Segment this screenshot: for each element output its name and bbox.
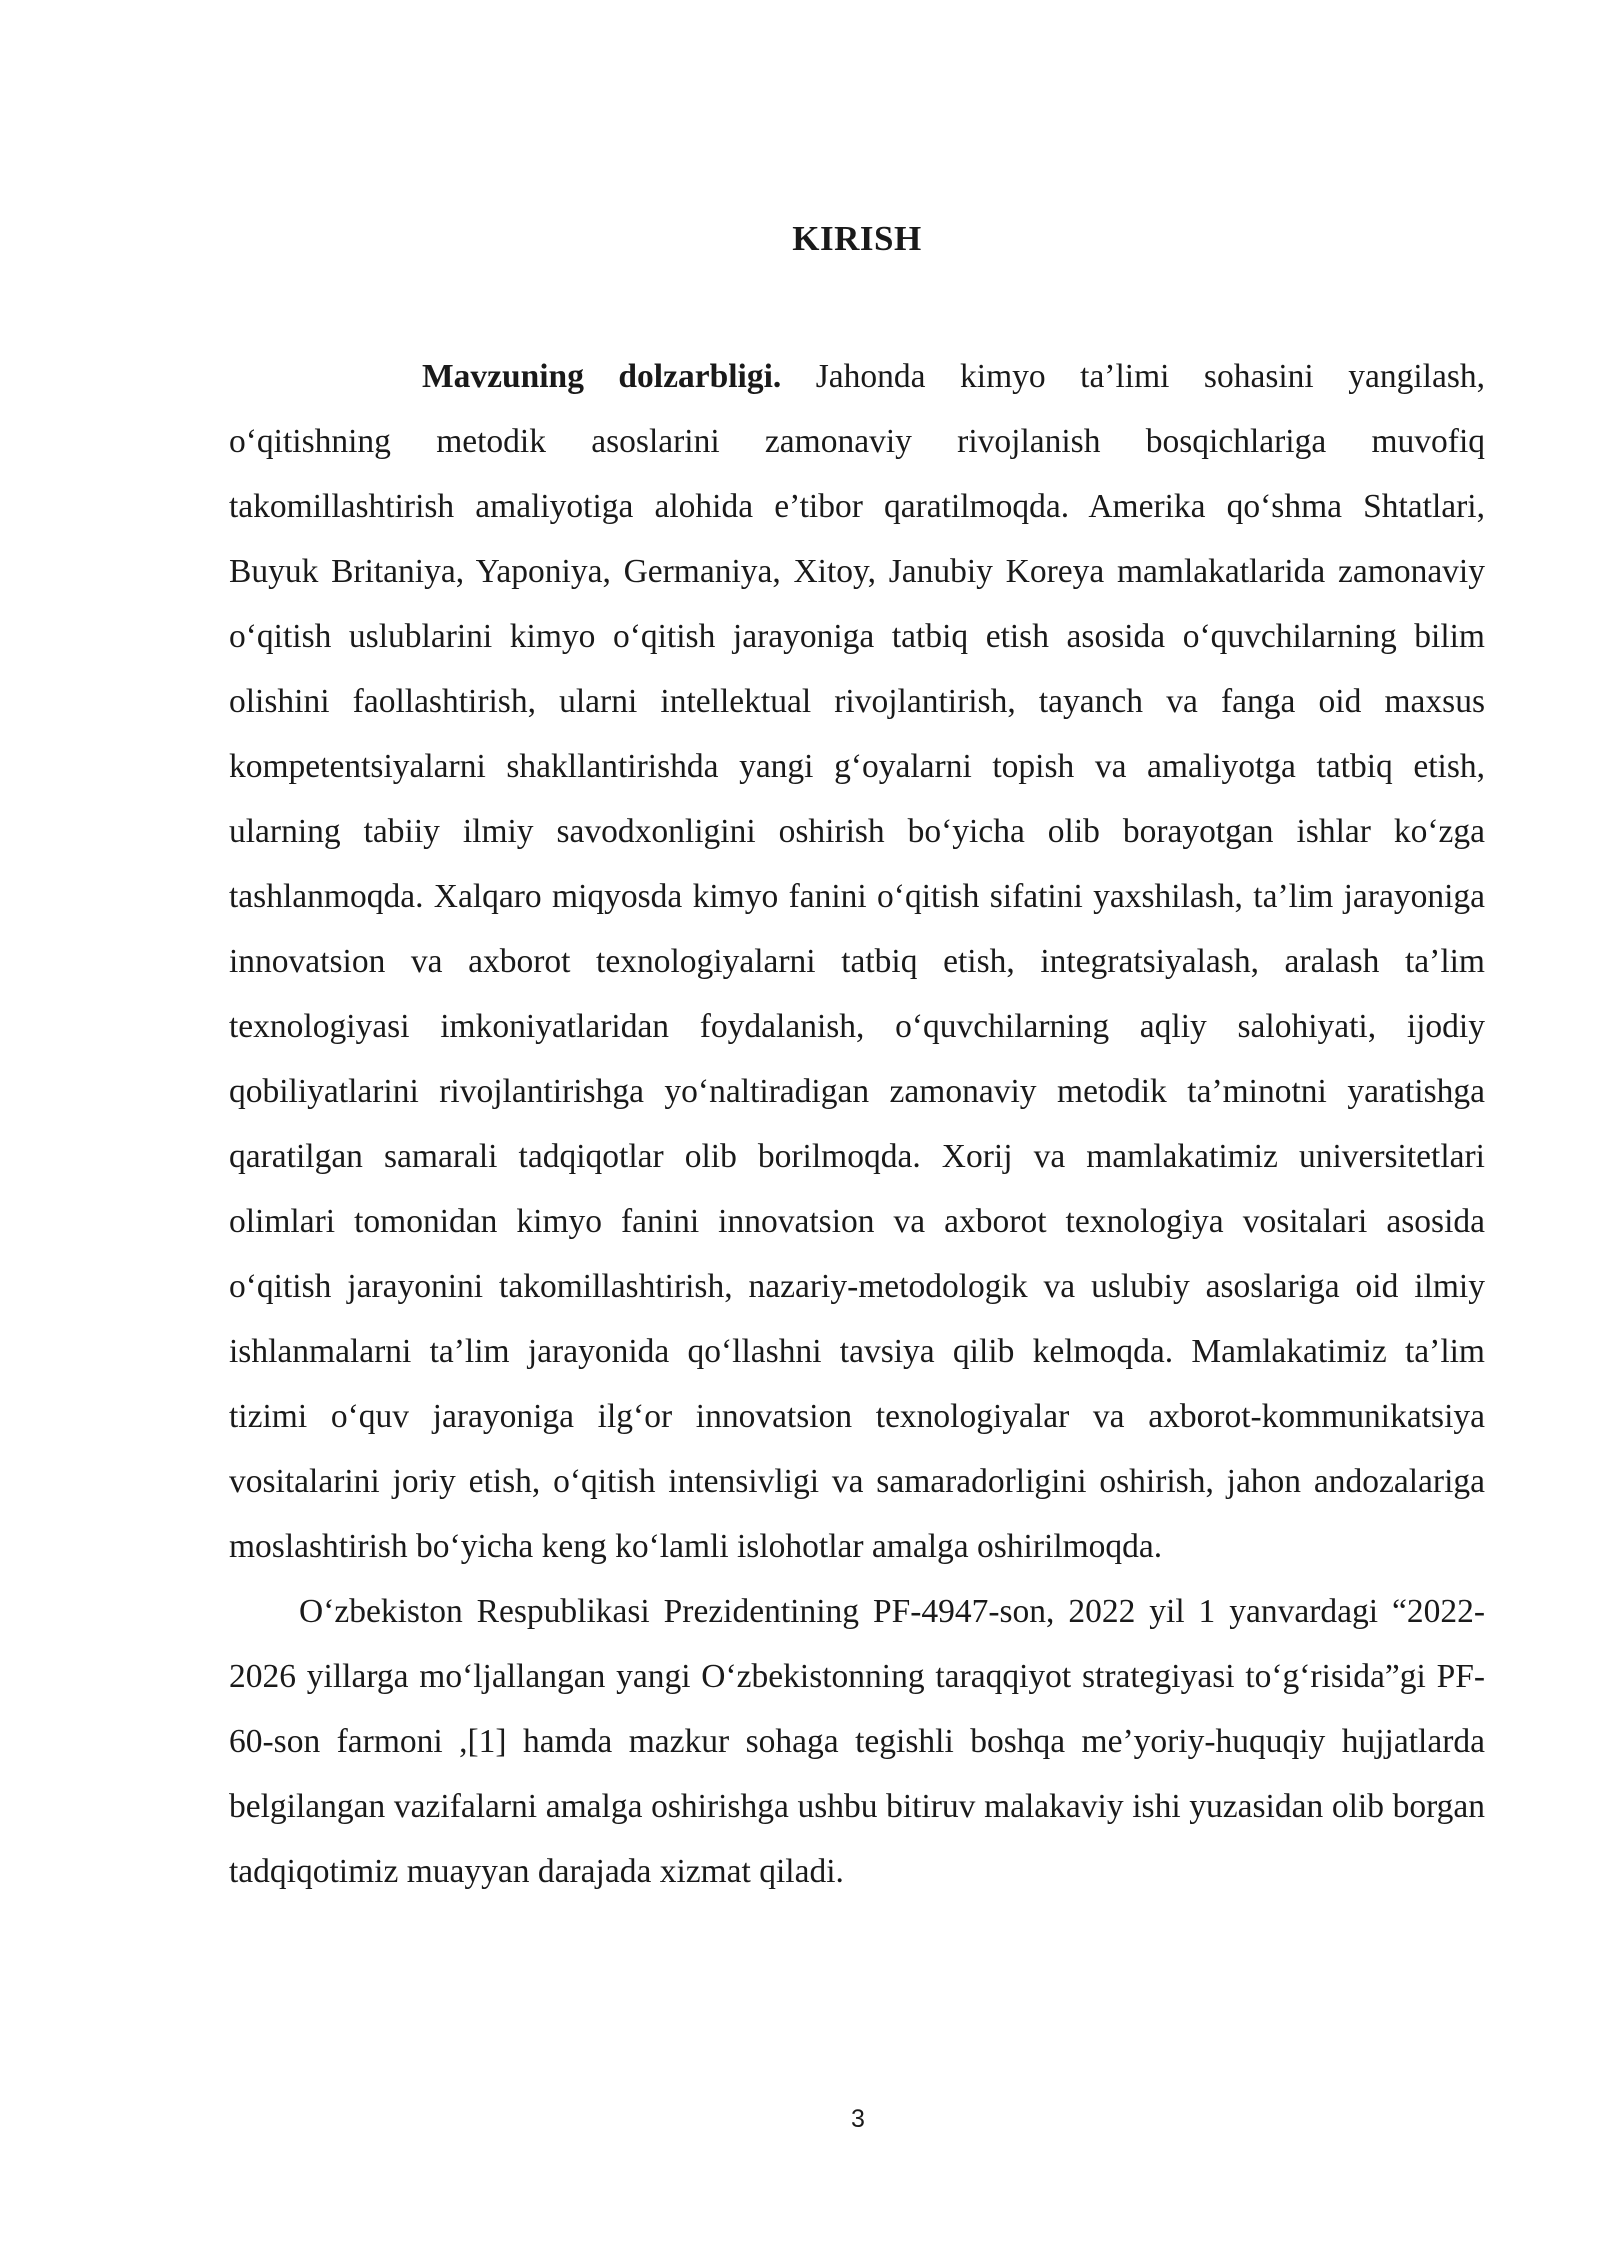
paragraph-decree: O‘zbekiston Respublikasi Prezidentining PF-4947-son, 2022 yil 1 yanvardagi “2022-2026 yillarga mo‘ljallangan yangi O‘zbekistonning taraqqiyot strategiyasi to‘g‘risida”gi PF-60-son farmoni ,[1] hamda mazkur sohaga tegishli boshqa me’yoriy-huquqiy hujjatlarda belgilangan vazifalarni amalga oshirishga ushbu bitiruv malakaviy ishi yuzasidan olib borgan tadqiqotimiz muayyan darajada xizmat qiladi. (229, 1593, 1485, 1890)
page-title: KIRISH (792, 219, 922, 258)
paragraph-relevance (229, 344, 1485, 1579)
paragraph-lead: Mavzuning dolzarbligi. (422, 358, 782, 395)
body-text (229, 344, 1485, 1904)
paragraph-body: Jahonda kimyo ta’limi sohasini yangilash, o‘qitishning metodik asoslarini zamonaviy rivojlanish bosqichlariga muvofiq takomillashtirish amaliyotiga alohida e’tibor qaratilmoqda. Amerika qo‘shma Shtatlari, Buyuk Britaniya, Yaponiya, Germaniya, Xitoy, Janubiy Koreya mamlakatlarida zamonaviy o‘qitish uslublarini kimyo o‘qitish jarayoniga tatbiq etish asosida o‘quvchilarning bilim olishini faollashtirish, ularni intellektual rivojlantirish, tayanch va fanga oid maxsus kompetentsiyalarni shakllantirishda yangi g‘oyalarni topish va amaliyotga tatbiq etish, ularning tabiiy ilmiy savodxonligini oshirish bo‘yicha olib borayotgan ishlar ko‘zga tashlanmoqda. Xalqaro miqyosda kimyo fanini o‘qitish sifatini yaxshilash, ta’lim jarayoniga innovatsion va axborot texnologiyalarni tatbiq etish, integratsiyalash, aralash ta’lim texnologiyasi imkoniyatlaridan foydalanish, o‘quvchilarning aqliy salohiyati, ijodiy qobiliyatlarini rivojlantirishga yo‘naltiradigan zamonaviy metodik ta’minotni yaratishga qaratilgan samarali tadqiqotlar olib borilmoqda. Xorij va mamlakatimiz universitetlari olimlari tomonidan kimyo fanini innovatsion va axborot texnologiya vositalari asosida o‘qitish jarayonini takomillashtirish, nazariy-metodologik va uslubiy asoslariga oid ilmiy ishlanmalarni ta’lim jarayonida qo‘llashni tavsiya qilib kelmoqda. Mamlakatimiz ta’lim tizimi o‘quv jarayoniga ilg‘or innovatsion texnologiyalar va axborot-kommunikatsiya vositalarini joriy etish, o‘qitish intensivligi va samaradorligini oshirish, jahon andozalariga moslashtirish bo‘yicha keng ko‘lamli islohotlar amalga oshirilmoqda. (229, 358, 1485, 1565)
heading-container (229, 215, 1485, 263)
page-number: 3 (851, 2105, 865, 2133)
